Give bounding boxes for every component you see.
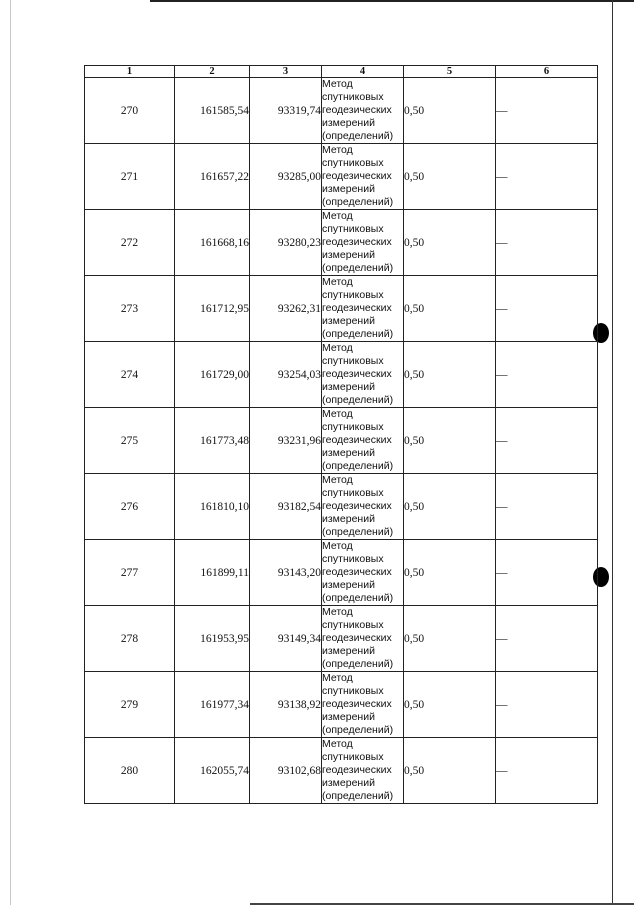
method-line: геодезических (322, 302, 392, 314)
method-cell (322, 210, 404, 276)
note-cell: — (496, 474, 598, 540)
header-col-2: 2 (175, 66, 250, 78)
method-line: спутниковых (322, 553, 384, 565)
point-number-cell: 279 (85, 672, 175, 738)
point-number-cell: 270 (85, 78, 175, 144)
method-line: спутниковых (322, 421, 384, 433)
method-line: геодезических (322, 566, 392, 578)
header-col-3: 3 (250, 66, 322, 78)
method-cell (322, 672, 404, 738)
method-line: геодезических (322, 764, 392, 776)
scan-edge-left (10, 0, 11, 905)
note-cell: — (496, 210, 598, 276)
x-coordinate-cell: 161668,16 (175, 210, 250, 276)
note-cell: — (496, 276, 598, 342)
method-line: геодезических (322, 434, 392, 446)
method-line: геодезических (322, 368, 392, 380)
table-row (85, 144, 598, 210)
y-coordinate-cell: 93149,34 (250, 606, 322, 672)
point-number-cell: 277 (85, 540, 175, 606)
x-coordinate-cell: 161712,95 (175, 276, 250, 342)
header-col-4: 4 (322, 66, 404, 78)
note-cell: — (496, 672, 598, 738)
accuracy-cell: 0,50 (404, 672, 496, 738)
y-coordinate-cell: 93231,96 (250, 408, 322, 474)
method-line: геодезических (322, 104, 392, 116)
y-coordinate-cell: 93319,74 (250, 78, 322, 144)
point-number-cell: 278 (85, 606, 175, 672)
method-line: спутниковых (322, 685, 384, 697)
table-row (85, 210, 598, 276)
note-cell: — (496, 606, 598, 672)
method-cell (322, 606, 404, 672)
y-coordinate-cell: 93280,23 (250, 210, 322, 276)
method-cell (322, 474, 404, 540)
method-line: Метод (322, 78, 353, 90)
table-body (85, 78, 598, 804)
method-line: Метод (322, 210, 353, 222)
accuracy-cell: 0,50 (404, 408, 496, 474)
method-cell (322, 144, 404, 210)
note-cell: — (496, 540, 598, 606)
method-line: измерений (322, 645, 375, 657)
note-cell: — (496, 78, 598, 144)
method-line: спутниковых (322, 157, 384, 169)
x-coordinate-cell: 161899,11 (175, 540, 250, 606)
point-number-cell: 280 (85, 738, 175, 804)
method-line: (определений) (322, 130, 394, 142)
x-coordinate-cell: 161810,10 (175, 474, 250, 540)
method-line: спутниковых (322, 751, 384, 763)
table-row (85, 474, 598, 540)
method-line: геодезических (322, 170, 392, 182)
method-line: Метод (322, 540, 353, 552)
note-cell: — (496, 342, 598, 408)
point-number-cell: 275 (85, 408, 175, 474)
y-coordinate-cell: 93182,54 (250, 474, 322, 540)
x-coordinate-cell: 161953,95 (175, 606, 250, 672)
method-line: спутниковых (322, 355, 384, 367)
point-number-cell: 276 (85, 474, 175, 540)
method-line: (определений) (322, 526, 394, 538)
accuracy-cell: 0,50 (404, 738, 496, 804)
accuracy-cell: 0,50 (404, 276, 496, 342)
point-number-cell: 272 (85, 210, 175, 276)
method-line: измерений (322, 315, 375, 327)
method-line: (определений) (322, 724, 394, 736)
method-cell (322, 276, 404, 342)
method-line: геодезических (322, 236, 392, 248)
y-coordinate-cell: 93262,31 (250, 276, 322, 342)
scan-edge-top (150, 0, 634, 2)
note-cell: — (496, 408, 598, 474)
method-line: (определений) (322, 196, 394, 208)
method-line: измерений (322, 381, 375, 393)
method-line: Метод (322, 276, 353, 288)
method-line: измерений (322, 447, 375, 459)
method-line: (определений) (322, 592, 394, 604)
method-line: (определений) (322, 790, 394, 802)
x-coordinate-cell: 161657,22 (175, 144, 250, 210)
point-number-cell: 271 (85, 144, 175, 210)
accuracy-cell: 0,50 (404, 78, 496, 144)
method-line: (определений) (322, 328, 394, 340)
method-line: (определений) (322, 262, 394, 274)
point-number-cell: 273 (85, 276, 175, 342)
method-line: измерений (322, 579, 375, 591)
method-line: измерений (322, 777, 375, 789)
accuracy-cell: 0,50 (404, 540, 496, 606)
table-row (85, 738, 598, 804)
x-coordinate-cell: 162055,74 (175, 738, 250, 804)
method-line: геодезических (322, 632, 392, 644)
method-line: измерений (322, 513, 375, 525)
table-row (85, 408, 598, 474)
method-line: (определений) (322, 394, 394, 406)
y-coordinate-cell: 93285,00 (250, 144, 322, 210)
accuracy-cell: 0,50 (404, 474, 496, 540)
x-coordinate-cell: 161729,00 (175, 342, 250, 408)
table-row (85, 540, 598, 606)
method-line: измерений (322, 183, 375, 195)
method-line: Метод (322, 408, 353, 420)
table-row (85, 342, 598, 408)
y-coordinate-cell: 93138,92 (250, 672, 322, 738)
accuracy-cell: 0,50 (404, 144, 496, 210)
method-cell (322, 78, 404, 144)
method-cell (322, 738, 404, 804)
accuracy-cell: 0,50 (404, 342, 496, 408)
method-line: спутниковых (322, 289, 384, 301)
note-cell: — (496, 144, 598, 210)
method-line: Метод (322, 342, 353, 354)
x-coordinate-cell: 161773,48 (175, 408, 250, 474)
method-cell (322, 342, 404, 408)
method-line: геодезических (322, 698, 392, 710)
y-coordinate-cell: 93102,68 (250, 738, 322, 804)
method-line: Метод (322, 144, 353, 156)
method-cell (322, 540, 404, 606)
table-row (85, 606, 598, 672)
method-line: (определений) (322, 658, 394, 670)
note-cell: — (496, 738, 598, 804)
header-col-6: 6 (496, 66, 598, 78)
method-cell (322, 408, 404, 474)
method-line: Метод (322, 474, 353, 486)
method-line: спутниковых (322, 487, 384, 499)
method-line: Метод (322, 672, 353, 684)
y-coordinate-cell: 93143,20 (250, 540, 322, 606)
method-line: Метод (322, 606, 353, 618)
method-line: Метод (322, 738, 353, 750)
method-line: спутниковых (322, 91, 384, 103)
coordinates-table (84, 65, 598, 804)
y-coordinate-cell: 93254,03 (250, 342, 322, 408)
x-coordinate-cell: 161585,54 (175, 78, 250, 144)
method-line: измерений (322, 249, 375, 261)
x-coordinate-cell: 161977,34 (175, 672, 250, 738)
header-col-5: 5 (404, 66, 496, 78)
table-row (85, 78, 598, 144)
method-line: (определений) (322, 460, 394, 472)
method-line: спутниковых (322, 619, 384, 631)
scan-edge-right (612, 0, 613, 905)
header-col-1: 1 (85, 66, 175, 78)
method-line: измерений (322, 117, 375, 129)
method-line: измерений (322, 711, 375, 723)
accuracy-cell: 0,50 (404, 210, 496, 276)
accuracy-cell: 0,50 (404, 606, 496, 672)
method-line: геодезических (322, 500, 392, 512)
table-row (85, 276, 598, 342)
table-header (85, 66, 598, 78)
table-row (85, 672, 598, 738)
point-number-cell: 274 (85, 342, 175, 408)
method-line: спутниковых (322, 223, 384, 235)
